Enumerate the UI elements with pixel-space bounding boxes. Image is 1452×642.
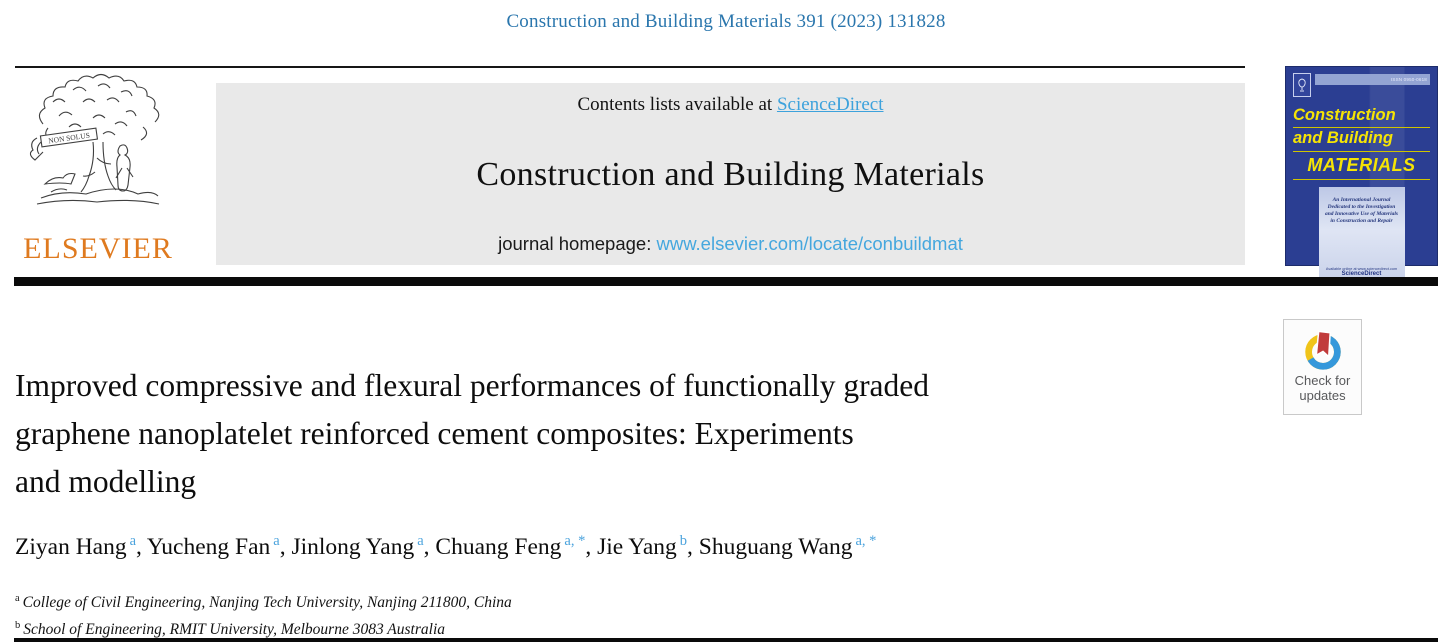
author-name: Chuang Feng [435,534,562,560]
author [147,534,292,560]
homepage-url-link[interactable]: www.elsevier.com/locate/conbuildmat [656,233,963,254]
affiliation-text: School of Engineering, RMIT University, Melbourne 3083 Australia [23,620,446,638]
cover-title-line2: and Building [1293,129,1430,152]
header-top-rule [15,66,1245,68]
author-affiliation-sup[interactable]: a [273,533,280,550]
cover-title-line1: Construction [1293,106,1430,128]
journal-citation: Construction and Building Materials 391 (2023) 131828 [506,11,946,32]
cover-elsevier-mini-icon [1293,73,1311,97]
affiliation-list [15,588,1015,641]
article-title [15,362,1255,506]
author-separator: , [423,534,436,560]
homepage-line [216,233,1245,255]
badge-label-line2: updates [1299,388,1346,403]
author-separator: , [687,534,699,560]
journal-banner [216,83,1245,265]
check-for-updates-icon [1300,327,1346,373]
author [597,534,699,560]
journal-title: Construction and Building Materials [476,155,985,193]
non-solus-banner-text: NON SOLUS [47,130,91,146]
author-name: Shuguang Wang [698,534,853,560]
sciencedirect-link[interactable]: ScienceDirect [776,94,884,115]
author-affiliation-sup[interactable]: a [129,533,137,550]
author [291,534,435,560]
cover-center-panel [1319,187,1405,282]
author-affiliation-sup[interactable]: a, * [564,533,586,550]
header-thick-rule [14,277,1438,286]
author-separator: , [136,534,147,560]
article-title-line1: Improved compressive and flexural performances of functionally graded [15,368,930,403]
check-for-updates-badge[interactable] [1283,319,1362,415]
cover-title-line3: MATERIALS [1293,155,1430,180]
author-name: Yucheng Fan [146,534,271,560]
author-separator: , [585,534,598,560]
author [699,534,877,560]
affiliation-sup: a [15,593,20,604]
author-affiliation-sup[interactable]: a [417,533,424,550]
check-for-updates-label [1284,373,1361,403]
cover-issn-bar [1315,74,1430,85]
section-bottom-rule [14,638,1438,642]
contents-line [216,94,1245,116]
elsevier-wordmark: ELSEVIER [23,232,173,265]
author [435,534,597,560]
elsevier-logo [14,72,182,266]
elsevier-tree-icon [23,72,173,230]
contents-prefix: Contents lists available at [577,94,777,115]
cover-footer [1326,267,1397,277]
author-name: Ziyan Hang [15,534,127,560]
cover-header [1293,73,1430,97]
affiliation-text: College of Civil Engineering, Nanjing Tech University, Nanjing 211800, China [22,594,512,612]
author-name: Jie Yang [597,534,677,560]
article-title-line2: graphene nanoplatelet reinforced cement composites: Experiments [15,416,854,451]
affiliation-line [15,588,1015,615]
author-list [15,534,1275,561]
author-separator: , [279,534,292,560]
author-affiliation-sup[interactable]: b [679,533,688,550]
author-name: Jinlong Yang [291,534,415,560]
author [15,534,147,560]
journal-cover-inner [1286,67,1437,277]
cover-subtitle: An International Journal Dedicated to the Investigation and Innovative Use of Materials in Construction and Repair [1324,197,1399,224]
cover-issn-text: ISSN 0950-0618 [1390,77,1427,82]
badge-label-line1: Check for [1294,373,1351,388]
journal-cover-thumbnail [1285,66,1438,277]
cover-sciencedirect-brand: ScienceDirect [1341,271,1382,277]
cover-available-online-text: Available online at www.sciencedirect.com [1325,267,1398,271]
affiliation-sup: b [15,619,21,631]
author-affiliation-sup[interactable]: a, * [855,533,877,550]
homepage-prefix: journal homepage: [498,233,657,254]
article-title-line3: and modelling [15,464,197,499]
